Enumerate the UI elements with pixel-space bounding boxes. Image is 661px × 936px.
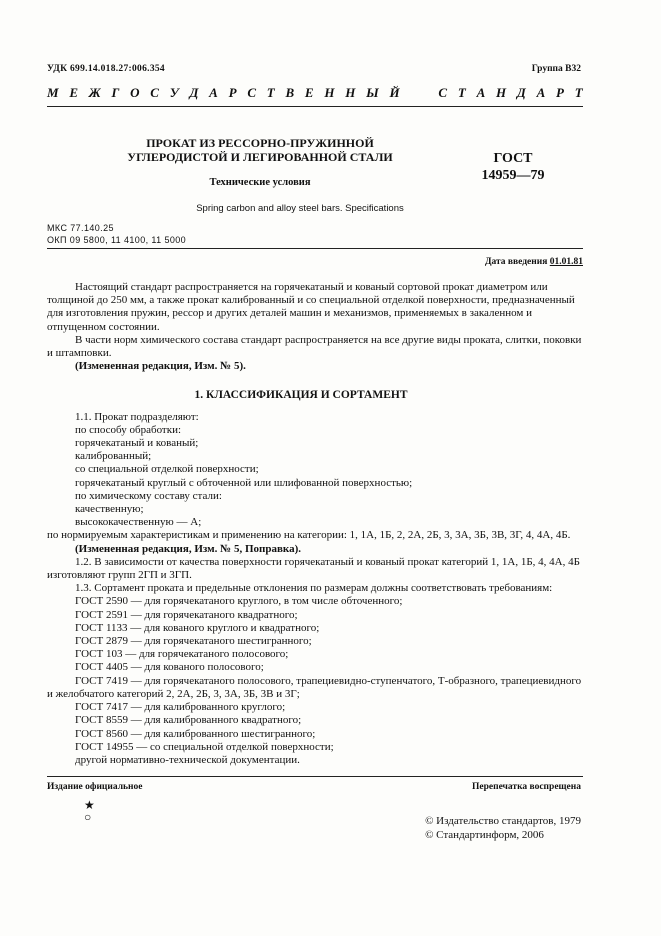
list-item: горячекатаный и кованый;: [75, 437, 199, 450]
title-line-2: УГЛЕРОДИСТОЙ И ЛЕГИРОВАННОЙ СТАЛИ: [127, 150, 393, 164]
footer-rule: [47, 776, 583, 777]
clause-1-1-categories: по нормируемым характеристикам и применению на категории: 1, 1А, 1Б, 2, 2А, 2Б, 3, 3А, 3Б, 3В, 3Г, 4, 4А, 4Б.: [47, 529, 571, 542]
list-item: ГОСТ 103 — для горячекатаного полосового;: [75, 648, 289, 661]
header-rule: [47, 106, 583, 107]
intro-date-label: Дата введения: [484, 257, 548, 267]
title-line-1: ПРОКАТ ИЗ РЕССОРНО-ПРУЖИННОЙ: [146, 136, 374, 150]
list-item: по химическому составу стали:: [75, 489, 222, 502]
clause-1-3-list: [47, 595, 583, 674]
interstate-standard-heading: [47, 85, 583, 101]
section-1-heading: 1. КЛАССИФИКАЦИЯ И СОРТАМЕНТ: [194, 389, 408, 402]
document-subtitle: Технические условия: [209, 177, 311, 188]
group-code: Группа В32: [531, 64, 581, 74]
document-title: [110, 136, 410, 164]
heading-letter: Д: [516, 85, 526, 100]
star-icon: ★: [84, 798, 95, 812]
list-item: ГОСТ 1133 — для кованого круглого и квадратного;: [75, 621, 320, 634]
heading-letter: А: [476, 85, 486, 100]
document-body: [47, 281, 583, 767]
heading-letter: Е: [304, 85, 314, 100]
chemical-paragraph: В части норм химического состава стандарт распространяется на все другие виды проката, слитки, поковки и штамповки.: [47, 333, 582, 360]
list-item: ГОСТ 4405 — для кованого полосового;: [75, 661, 264, 674]
heading-letter: Ж: [88, 85, 101, 100]
copyright-2006: © Стандартинформ, 2006: [425, 829, 544, 841]
heading-letter: Н: [345, 85, 356, 100]
change-note-2: (Измененная редакция, Изм. № 5, Поправка).: [75, 542, 301, 555]
clause-1-2: 1.2. В зависимости от качества поверхности горячекатаный и кованый прокат категорий 1, 1А, 1Б, 4, 4А, 4Б изготовляют групп 2ГП и 3ГП.: [47, 555, 580, 582]
english-title: Spring carbon and alloy steel bars. Specifications: [196, 203, 404, 214]
list-item: качественную;: [75, 503, 144, 516]
heading-letter: С: [150, 85, 159, 100]
mks-code: МКС 77.140.25: [47, 223, 114, 233]
clause-1-3: 1.3. Сортамент проката и предельные отклонения по размерам должны соответствовать требованиям:: [75, 582, 553, 595]
heading-letter: Й: [389, 85, 400, 100]
list-item: ГОСТ 14955 — со специальной отделкой поверхности;: [75, 740, 334, 753]
list-item: горячекатаный круглый с обточенной или шлифованной поверхностью;: [75, 476, 413, 489]
gost-7419-line: ГОСТ 7419 — для горячекатаного полосового, трапециевидно-ступенчатого, Т-образного, трапециевидного и желобчатого категорий 2, 2А, 2Б, 3, 3А, 3Б, 3В и 3Г;: [47, 674, 582, 700]
heading-letter: М: [47, 85, 59, 100]
list-item: ГОСТ 2879 — для горячекатаного шестигранного;: [75, 635, 312, 648]
heading-letter: Е: [69, 85, 78, 100]
heading-letter: Т: [574, 85, 583, 100]
clause-1-3-list-2: [47, 701, 583, 767]
list-item: ГОСТ 8560 — для калиброванного шестигранного;: [75, 727, 316, 740]
heading-letter: [410, 85, 413, 101]
intro-date-value: 01.01.81: [549, 257, 583, 267]
list-item: по способу обработки:: [75, 423, 182, 436]
clause-1-1-list: [47, 424, 583, 530]
copyright-1979: © Издательство стандартов, 1979: [425, 815, 581, 827]
heading-letter: О: [130, 85, 140, 100]
classification-codes: [47, 222, 186, 246]
heading-letter: Н: [324, 85, 335, 100]
gost-number: 14959—79: [481, 168, 545, 183]
gost-designation: [458, 150, 568, 184]
heading-letter: С: [247, 85, 256, 100]
list-item: со специальной отделкой поверхности;: [75, 463, 259, 476]
heading-letter: Т: [266, 85, 275, 100]
heading-letter: Р: [228, 85, 237, 100]
heading-letter: А: [536, 85, 546, 100]
okp-code: ОКП 09 5800, 11 4100, 11 5000: [47, 235, 187, 245]
change-note-1: (Измененная редакция, Изм. № 5).: [75, 360, 246, 373]
list-item: калиброванный;: [75, 450, 152, 463]
heading-letter: Н: [496, 85, 507, 100]
gost-label: ГОСТ: [493, 151, 533, 166]
list-item: другой нормативно-технической документации.: [75, 753, 300, 766]
heading-letter: Р: [556, 85, 564, 100]
heading-letter: Д: [189, 85, 199, 100]
circle-icon: ○: [84, 810, 92, 824]
heading-letter: Ы: [366, 85, 379, 100]
heading-letter: А: [209, 85, 218, 100]
copyright-block: [425, 814, 581, 842]
intro-paragraph: Настоящий стандарт распространяется на горячекатаный и кованый сортовой прокат диаметром или толщиной до 250 мм, а также прокат калиброванный и со специальной отделкой поверхности, предназначенный для изготовления пружин, рессор и других деталей машин и механизмов, применяемых в закаленном и отпущенном состоянии.: [47, 281, 575, 333]
list-item: ГОСТ 7417 — для калиброванного круглого;: [75, 701, 286, 714]
list-item: ГОСТ 2591 — для горячекатаного квадратного;: [75, 608, 298, 621]
intro-date: [485, 257, 583, 267]
codes-rule: [47, 248, 583, 249]
reprint-prohibited: Перепечатка воспрещена: [471, 782, 581, 792]
heading-letter: [424, 85, 427, 101]
list-item: ГОСТ 8559 — для калиброванного квадратного;: [75, 714, 302, 727]
heading-letter: В: [285, 85, 295, 100]
udk-code: УДК 699.14.018.27:006.354: [47, 64, 165, 74]
official-edition: Издание официальное: [47, 782, 143, 792]
heading-letter: Г: [111, 85, 120, 100]
clause-1-1: 1.1. Прокат подразделяют:: [75, 410, 199, 423]
heading-letter: С: [438, 85, 448, 100]
heading-letter: У: [169, 85, 179, 100]
list-item: высококачественную — А;: [75, 516, 202, 529]
list-item: ГОСТ 2590 — для горячекатаного круглого, в том числе обточенного;: [75, 595, 403, 608]
heading-letter: Т: [457, 85, 466, 100]
